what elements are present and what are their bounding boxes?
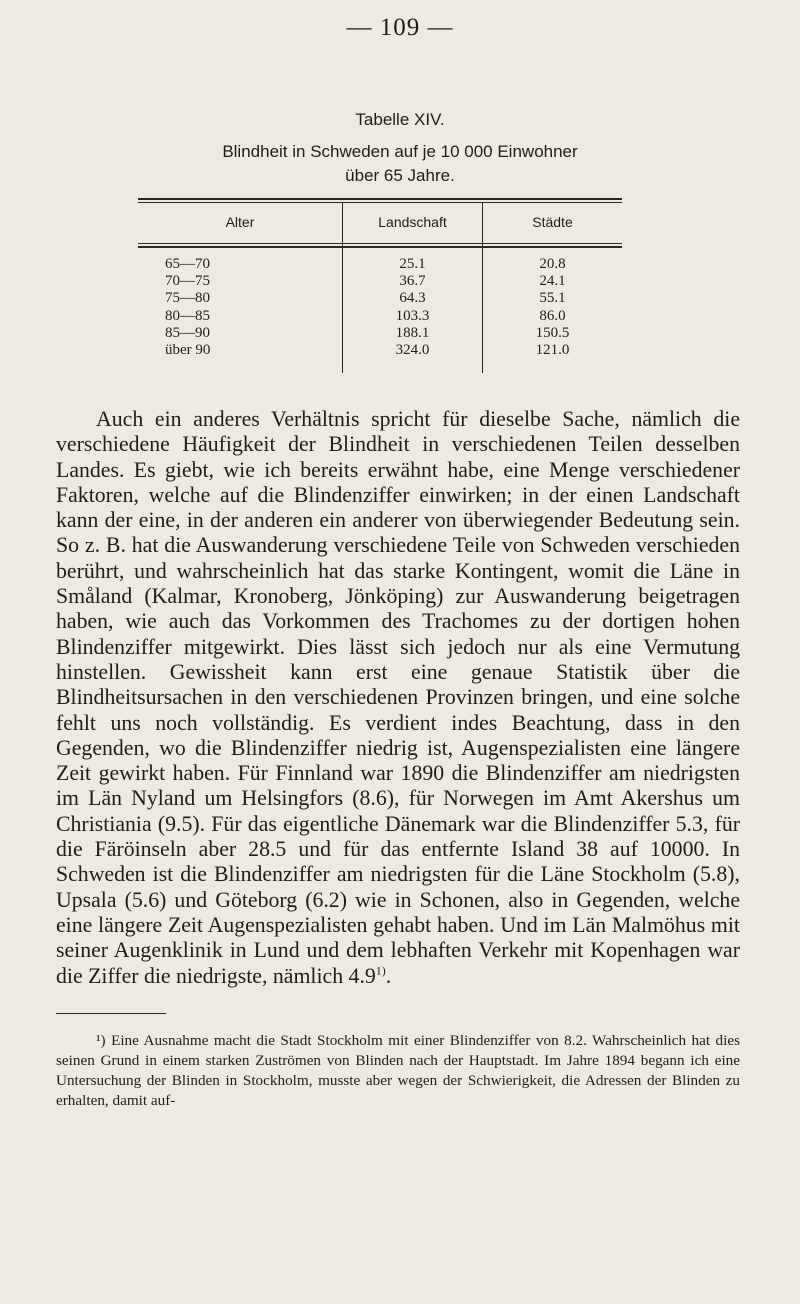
table-cell: 86.0 xyxy=(539,307,566,324)
table-cell: 20.8 xyxy=(539,256,566,272)
table-cell: über 90 xyxy=(165,341,211,358)
table-cell: 55.1 xyxy=(539,290,566,307)
table-cell: 75—80 xyxy=(165,290,210,307)
footnote-separator xyxy=(56,1013,166,1014)
table-cell: 36.7 xyxy=(399,273,426,290)
table-cell: 324.0 xyxy=(395,341,430,358)
table-cell: 188.1 xyxy=(395,324,430,341)
column-staedte xyxy=(483,256,622,359)
paragraph-period: . xyxy=(385,963,392,988)
footnote-text: Eine Ausnahme macht die Stadt Stockholm mit einer Blindenziffer von 8.2. Wahrscheinlich hat dies seinen Grund in einem starken Zuströmen von Blinden nach der Hauptstadt. Im Jahre 1894 begann ich eine Untersuchung der Blinden in Stockholm, musste aber wegen der Schwierigkeit, die Adressen der Blinden zu erhalten, damit auf- xyxy=(56,1032,740,1109)
table-cell: 150.5 xyxy=(535,324,570,341)
body-paragraph xyxy=(56,407,740,989)
page-number: — 109 — xyxy=(346,14,454,41)
table-top-rule xyxy=(138,198,622,200)
paragraph-text: Auch ein anderes Verhältnis spricht für dieselbe Sache, nämlich die verschiedene Häufigkeit der Blindheit in verschiedenen Teilen desselben Landes. Es giebt, wie ich bereits erwähnt habe, eine Menge verschiedener Faktoren, welche auf die Blindenziffer einwirken; in der einen Landschaft kann der eine, in der anderen ein anderer von überwiegender Bedeutung sein. So z. B. hat die Auswanderung verschiedene Teile von Schweden verschieden berührt, und wahrscheinlich hat das starke Kontingent, womit die Läne in Småland (Kalmar, Kronoberg, Jönköping) zur Auswanderung beigetragen haben, wie auch das Vorkommen des Trachomes zu der dortigen hohen Blindenziffer mitgewirkt. Dies lässt sich jedoch nur als eine Vermutung hinstellen. Gewissheit kann erst eine genaue Statistik über die Blindheitsursachen in den verschiedenen Provinzen bringen, und eine solche fehlt uns noch vollständig. Es verdient indes Beachtung, dass in den Gegenden, wo die Blindenziffer niedrig ist, Augenspezialisten eine längere Zeit gewirkt haben. Für Finnland war 1890 die Blindenziffer am niedrigsten im Län Nyland um Helsingfors (8.6), für Norwegen im Amt Akershus um Christiania (9.5). Für das eigentliche Dänemark war die Blindenziffer 5.3, für die Färöinseln aber 28.5 und für das entfernte Island 38 auf 10000. In Schweden ist die Blindenziffer am niedrigsten für die Läne Stockholm (5.8), Upsala (5.6) und Göteborg (6.2) wie in Schonen, also in Gegenden, welche eine längere Zeit Augenspezialisten gehabt haben. Und im Län Malmöhus mit seiner Augenklinik in Lund und dem lebhaften Verkehr mit Kopenhagen war die Ziffer die niedrigste, nämlich 4.9 xyxy=(56,407,740,988)
table-header-rule-thin xyxy=(138,243,622,244)
table-cell: 25.1 xyxy=(399,256,426,272)
table-cell: 103.3 xyxy=(395,307,430,324)
table-cell: 64.3 xyxy=(399,290,426,307)
table-caption-line2: über 65 Jahre. xyxy=(345,166,455,185)
table-cell: 121.0 xyxy=(535,341,570,358)
header-landschaft: Landschaft xyxy=(378,214,447,230)
table-top-rule-thin xyxy=(138,202,622,203)
table-cell: 70—75 xyxy=(165,273,210,290)
footnote-label: ¹) xyxy=(96,1032,106,1049)
table-cell: 80—85 xyxy=(165,307,210,324)
table-cell: 24.1 xyxy=(539,273,566,290)
table-header-rule xyxy=(138,246,622,248)
blindness-table xyxy=(138,198,622,376)
column-landschaft xyxy=(343,256,482,359)
footnote-reference: 1) xyxy=(375,963,386,978)
header-alter: Alter xyxy=(225,214,255,230)
column-alter xyxy=(165,256,210,359)
table-cell: 65—70 xyxy=(165,256,210,272)
header-staedte: Städte xyxy=(532,214,573,230)
table-title: Tabelle XIV. xyxy=(355,110,445,129)
table-cell: 85—90 xyxy=(165,324,210,341)
footnote xyxy=(56,1031,740,1111)
table-caption-line1: Blindheit in Schweden auf je 10 000 Einwohner xyxy=(222,142,578,161)
